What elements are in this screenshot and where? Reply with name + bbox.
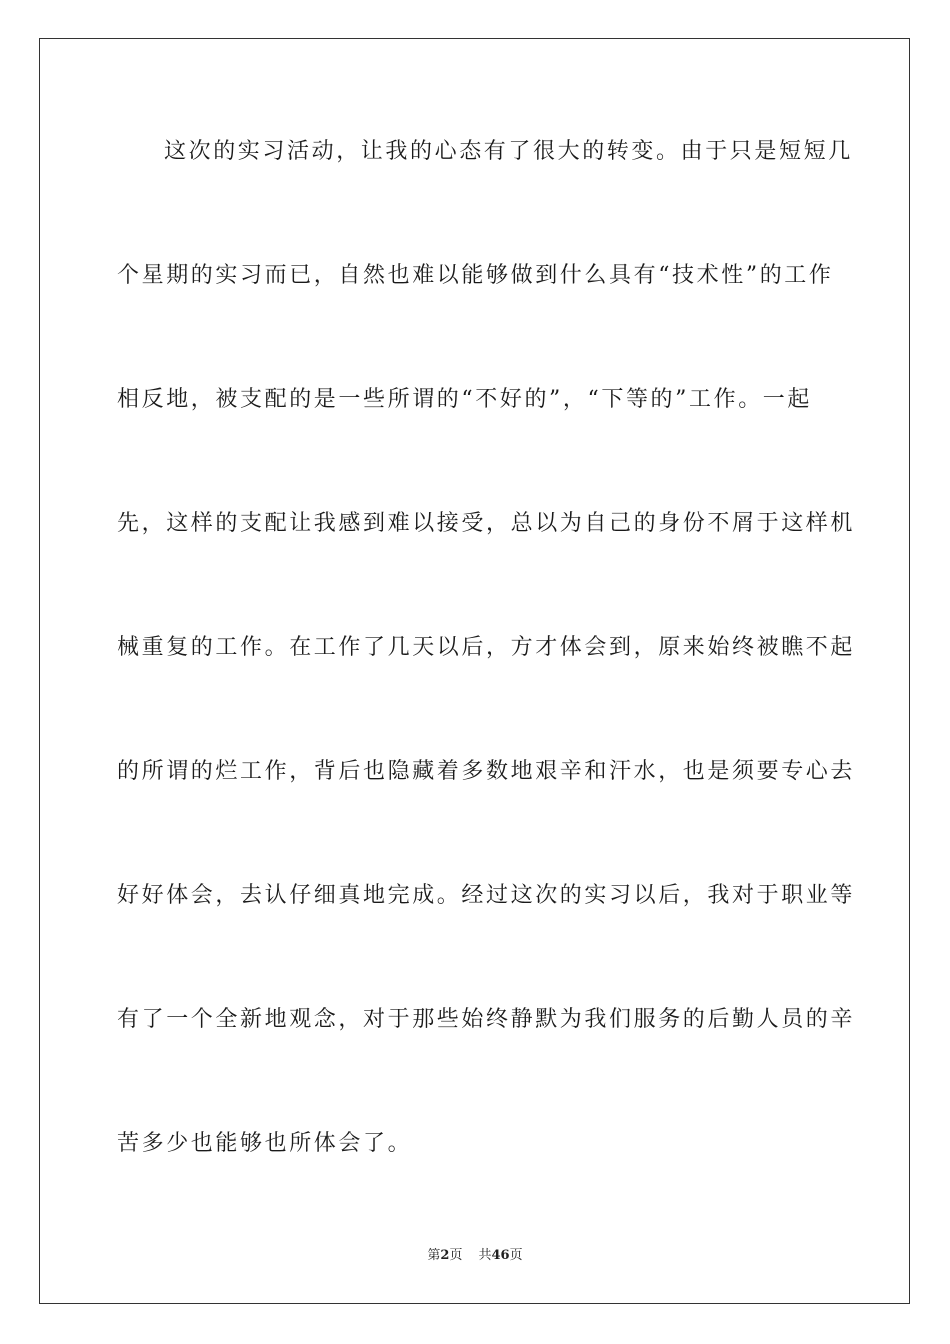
paragraph-line: 相反地，被支配的是一些所谓的“不好的”，“下等的”工作。一起 (117, 387, 812, 412)
page-suffix: 页 (449, 1248, 463, 1263)
total-page-count: 46 (491, 1248, 510, 1263)
paragraph-line: 的所谓的烂工作，背后也隐藏着多数地艰辛和汗水，也是须要专心去 (117, 759, 856, 784)
current-page-number: 2 (440, 1248, 450, 1263)
page-footer (0, 1247, 950, 1265)
page-prefix: 第 (427, 1248, 441, 1263)
total-suffix: 页 (509, 1248, 523, 1263)
paragraph-line: 先，这样的支配让我感到难以接受，总以为自己的身份不屑于这样机 (117, 511, 856, 536)
paragraph-line: 这次的实习活动，让我的心态有了很大的转变。由于只是短短几 (164, 139, 853, 164)
page-border (39, 38, 910, 1304)
total-prefix: 共 (478, 1248, 492, 1263)
paragraph-line: 械重复的工作。在工作了几天以后，方才体会到，原来始终被瞧不起 (117, 635, 856, 660)
paragraph-line: 有了一个全新地观念，对于那些始终静默为我们服务的后勤人员的辛 (117, 1007, 856, 1032)
paragraph-line: 个星期的实习而已，自然也难以能够做到什么具有“技术性”的工作 (117, 263, 834, 288)
paragraph-line: 好好体会，去认仔细真地完成。经过这次的实习以后，我对于职业等 (117, 883, 856, 908)
paragraph-line: 苦多少也能够也所体会了。 (117, 1131, 413, 1156)
